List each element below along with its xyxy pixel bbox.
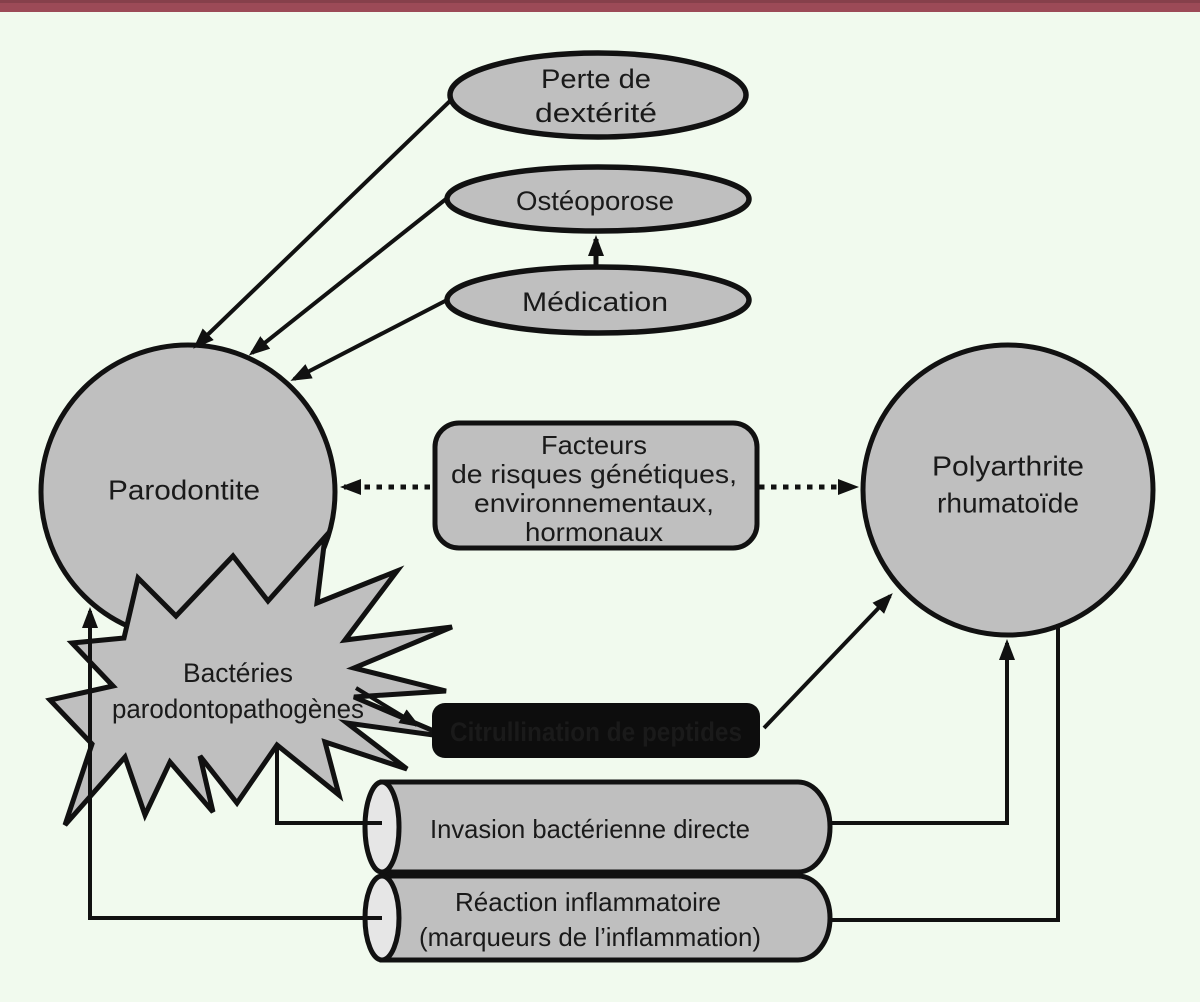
facteurs-label-line3: environnementaux, <box>474 488 714 518</box>
bacteries-label-line1: Bactéries <box>183 658 293 688</box>
top-accent-bar-edge <box>0 0 1200 3</box>
invasion-label: Invasion bactérienne directe <box>430 814 750 844</box>
facteurs-label-line4: hormonaux <box>525 517 663 547</box>
osteoporose-label: Ostéoporose <box>516 186 674 216</box>
invasion-cylinder-cap <box>365 782 399 872</box>
polyarthrite-label-line1: Polyarthrite <box>932 450 1084 482</box>
facteurs-label-line1: Facteurs <box>541 430 647 460</box>
reaction-label-line2: (marqueurs de l’inflammation) <box>419 922 761 952</box>
reaction-label-line1: Réaction inflammatoire <box>455 887 721 917</box>
bacteries-label-line2: parodontopathogènes <box>112 694 364 724</box>
citrullination-label: Citrullination de peptides <box>450 717 742 747</box>
medication-label: Médication <box>522 287 668 317</box>
perte-label-line2: dextérité <box>535 98 657 128</box>
parodontite-label: Parodontite <box>108 474 260 506</box>
perte-label-line1: Perte de <box>541 64 651 94</box>
polyarthrite-label-line2: rhumatoïde <box>937 487 1079 519</box>
facteurs-label-line2: de risques génétiques, <box>451 459 737 489</box>
